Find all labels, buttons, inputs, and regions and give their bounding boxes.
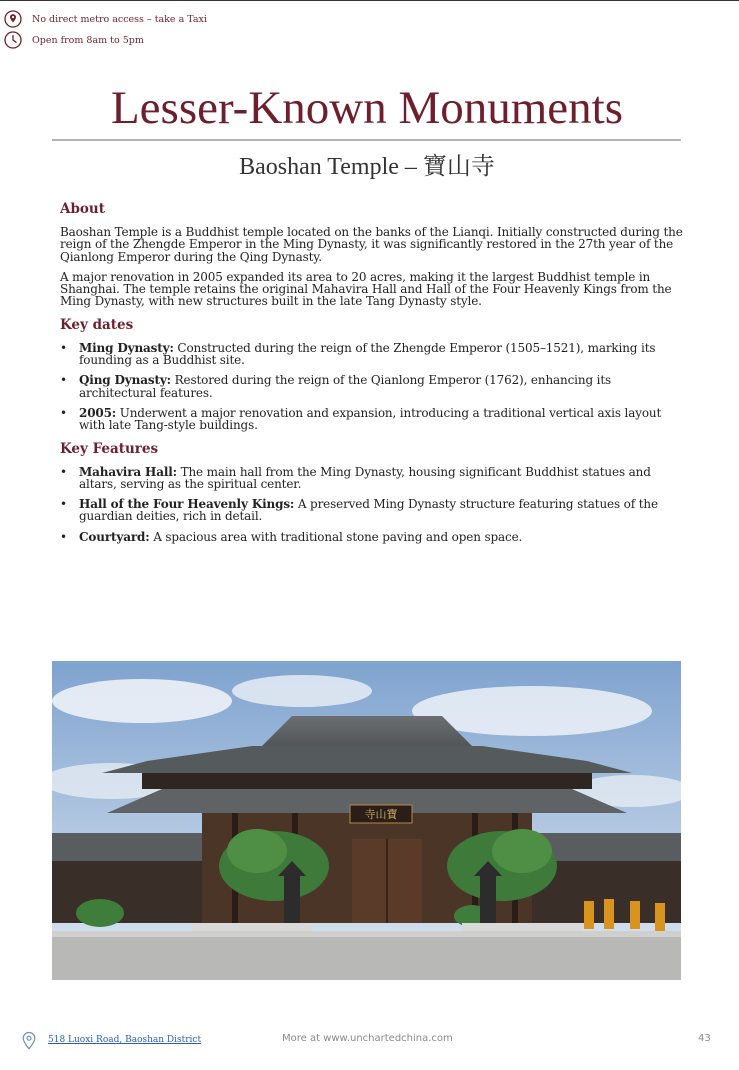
- key-feature-text: The main hall from the Ming Dynasty, housing significant Buddhist statues and altars, serving as the spiritual center.: [79, 464, 651, 491]
- clock-icon: [4, 31, 22, 49]
- plaque-text: 寺山寶: [364, 808, 398, 821]
- key-feature-term: Courtyard:: [79, 529, 150, 544]
- key-feature-item: [60, 466, 685, 491]
- page-subtitle: Baoshan Temple – 寶山寺: [239, 154, 495, 180]
- hours-info: [4, 31, 144, 49]
- key-feature-term: Hall of the Four Heavenly Kings:: [79, 497, 295, 512]
- about-heading: About: [60, 201, 105, 217]
- transport-info: [4, 10, 207, 28]
- key-date-item: [60, 342, 685, 367]
- key-feature-text: A spacious area with traditional stone paving and open space.: [149, 529, 523, 544]
- about-paragraph: Baoshan Temple is a Buddhist temple located on the banks of the Lianqi. Initially constructed during the reign of the Zhengde Emperor in the Ming Dynasty, it was significantly restored in the 27th year of the Qianlong Emperor during the Qing Dynasty.: [60, 225, 683, 264]
- top-rule: [0, 0, 739, 1]
- transport-text: No direct metro access – take a Taxi: [32, 13, 207, 25]
- key-date-text: Constructed during the reign of the Zhengde Emperor (1505–1521), marking its founding as a Buddhist site.: [79, 340, 656, 368]
- location-pin-icon: [4, 10, 22, 28]
- title-divider: [52, 139, 681, 141]
- address-link[interactable]: 518 Luoxi Road, Baoshan District: [48, 1035, 202, 1045]
- key-feature-item: [60, 498, 685, 523]
- temple-photo: [52, 661, 681, 980]
- key-feature-text: A preserved Ming Dynasty structure featuring statues of the guardian deities, rich in detail.: [79, 497, 658, 524]
- key-date-term: 2005:: [79, 405, 117, 420]
- key-date-item: [60, 407, 685, 432]
- hours-text: Open from 8am to 5pm: [32, 34, 144, 46]
- about-paragraph: A major renovation in 2005 expanded its area to 20 acres, making it the largest Buddhist temple in Shanghai. The temple retains the original Mahavira Hall and Hall of the Four Heavenly Kings from the Ming Dynasty, with new structures built in the late Tang Dynasty style.: [60, 269, 672, 309]
- main-content: [60, 200, 685, 551]
- key-dates-heading: Key dates: [60, 316, 134, 333]
- key-date-item: [60, 374, 685, 399]
- location-pin-icon: [20, 1031, 38, 1055]
- page-number: 43: [698, 1033, 711, 1044]
- key-dates-list: [60, 342, 685, 432]
- key-date-term: Qing Dynasty:: [79, 373, 171, 388]
- key-feature-item: [60, 531, 685, 543]
- page-title: Lesser-Known Monuments: [110, 82, 624, 134]
- website-text: More at www.unchartedchina.com: [282, 1033, 453, 1044]
- key-features-heading: Key Features: [60, 440, 159, 457]
- key-features-list: [60, 466, 685, 543]
- key-date-term: Ming Dynasty:: [79, 340, 174, 355]
- temple-illustration: [52, 661, 681, 980]
- key-date-text: Restored during the reign of the Qianlong Emperor (1762), enhancing its architectural features.: [79, 373, 612, 400]
- key-date-text: Underwent a major renovation and expansion, introducing a traditional vertical axis layout with late Tang-style buildings.: [79, 405, 662, 433]
- key-feature-term: Mahavira Hall:: [79, 464, 177, 479]
